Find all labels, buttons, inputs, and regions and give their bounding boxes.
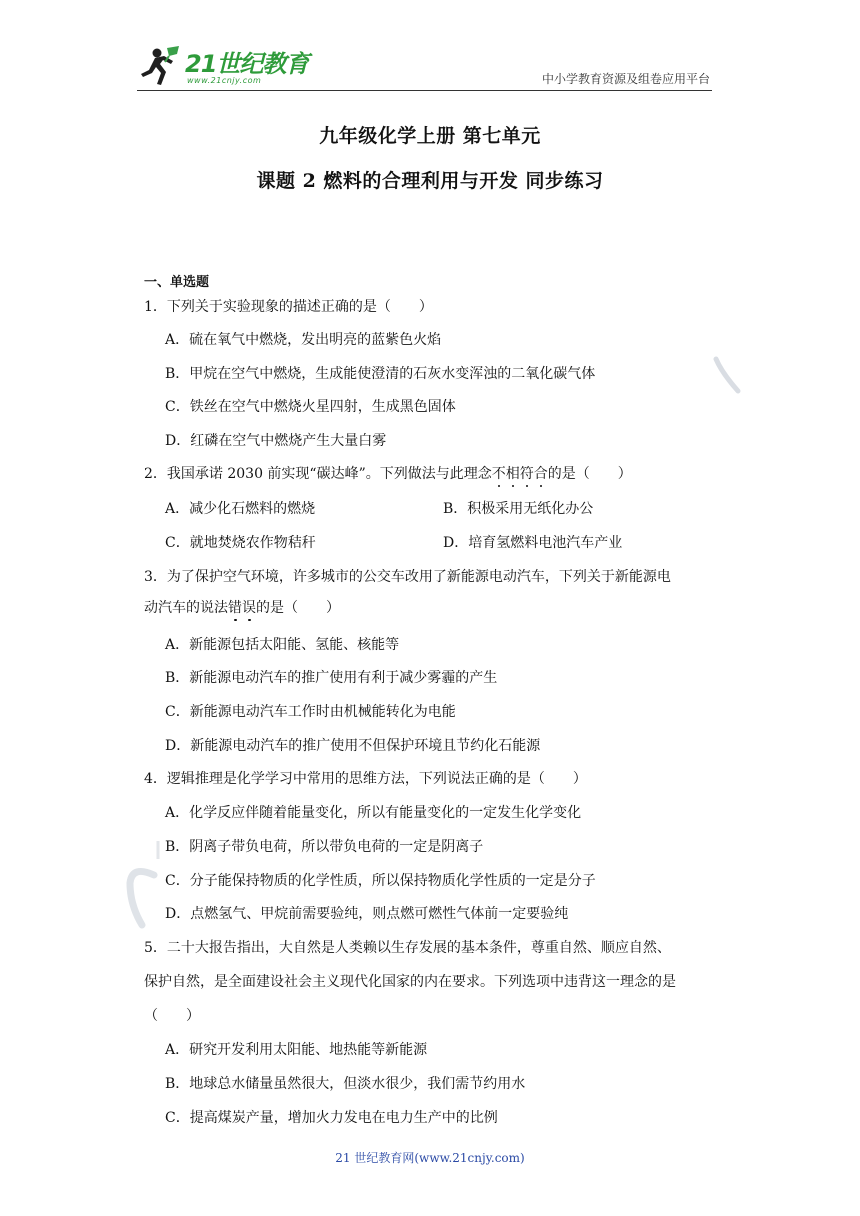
page-subtitle: 课题 2 燃料的合理利用与开发 同步练习 — [256, 170, 604, 192]
question-3-stem-line2 — [144, 598, 340, 618]
site-logo — [139, 46, 309, 88]
emphasis-char: 合 — [533, 466, 548, 482]
platform-name: 中小学教育资源及组卷应用平台 — [541, 72, 710, 86]
emphasis-char: 相 — [505, 466, 520, 482]
question-2-stem-post: 的是（ ） — [547, 466, 632, 482]
question-4-option-b: B．阴离子带负电荷，所以带负电荷的一定是阴离子 — [165, 839, 484, 855]
question-3-stem-pre: 动汽车的说法 — [144, 600, 228, 616]
emphasis-char: 符 — [519, 466, 534, 482]
question-3-option-b: B．新能源电动汽车的推广使用有利于减少雾霾的产生 — [165, 670, 498, 686]
page-title: 九年级化学上册 第七单元 — [319, 125, 541, 147]
question-4-stem: 4．逻辑推理是化学学习中常用的思维方法，下列说法正确的是（ ） — [144, 771, 587, 787]
question-3-stem-post: 的是（ ） — [256, 600, 340, 616]
question-5-option-b: B．地球总水储量虽然很大，但淡水很少，我们需节约用水 — [165, 1076, 526, 1092]
logo-text: 21世纪教育 — [185, 50, 309, 78]
question-1-option-c: C．铁丝在空气中燃烧火星四射，生成黑色固体 — [165, 399, 456, 415]
faint-mark-icon — [118, 835, 170, 935]
page-footer: 21 世纪教育网(www.21cnjy.com) — [335, 1151, 525, 1165]
question-5-option-c: C．提高煤炭产量，增加火力发电在电力生产中的比例 — [165, 1110, 498, 1126]
emphasis-char: 误 — [242, 600, 256, 616]
question-2-option-b: B．积极采用无纸化办公 — [443, 501, 594, 517]
question-5-stem-line2: 保护自然，是全面建设社会主义现代化国家的内在要求。下列选项中违背这一理念的是 — [144, 974, 676, 990]
question-2-option-d: D．培育氢燃料电池汽车产业 — [443, 535, 623, 551]
question-1-stem: 1．下列关于实验现象的描述正确的是（ ） — [144, 299, 433, 315]
question-3-option-d: D．新能源电动汽车的推广使用不但保护环境且节约化石能源 — [165, 738, 541, 754]
question-2-stem — [144, 464, 632, 484]
page-header — [137, 44, 712, 91]
question-4-option-c: C．分子能保持物质的化学性质，所以保持物质化学性质的一定是分子 — [165, 873, 596, 889]
section-heading: 一、单选题 — [144, 275, 210, 290]
question-3-option-c: C．新能源电动汽车工作时由机械能转化为电能 — [165, 704, 456, 720]
question-1-option-b: B．甲烷在空气中燃烧，生成能使澄清的石灰水变浑浊的二氧化碳气体 — [165, 366, 596, 382]
question-2-option-c: C．就地焚烧农作物秸秆 — [165, 535, 316, 551]
question-3-stem-line1: 3．为了保护空气环境，许多城市的公交车改用了新能源电动汽车，下列关于新能源电 — [144, 569, 671, 585]
question-5-option-a: A．研究开发利用太阳能、地热能等新能源 — [165, 1042, 428, 1058]
question-5-stem-line1: 5．二十大报告指出，大自然是人类赖以生存发展的基本条件，尊重自然、顺应自然、 — [144, 940, 671, 956]
faint-mark-icon — [712, 355, 744, 397]
question-5-stem-line3: （ ） — [144, 1008, 200, 1024]
question-4-option-d: D．点燃氢气、甲烷前需要验纯，则点燃可燃性气体前一定要验纯 — [165, 906, 569, 922]
question-2-stem-pre: 2．我国承诺 2030 前实现“碳达峰”。下列做法与此理念 — [144, 466, 492, 482]
runner-logo-icon — [139, 46, 183, 88]
logo-url: www.21cnjy.com — [187, 76, 262, 85]
question-2-option-a: A．减少化石燃料的燃烧 — [165, 501, 316, 517]
question-1-option-d: D．红磷在空气中燃烧产生大量白雾 — [165, 433, 387, 449]
emphasis-char: 错 — [228, 600, 242, 616]
question-3-option-a: A．新能源包括太阳能、氢能、核能等 — [165, 637, 400, 653]
question-4-option-a: A．化学反应伴随着能量变化，所以有能量变化的一定发生化学变化 — [165, 805, 582, 821]
emphasis-char: 不 — [491, 466, 506, 482]
question-1-option-a: A．硫在氧气中燃烧，发出明亮的蓝紫色火焰 — [165, 332, 442, 348]
